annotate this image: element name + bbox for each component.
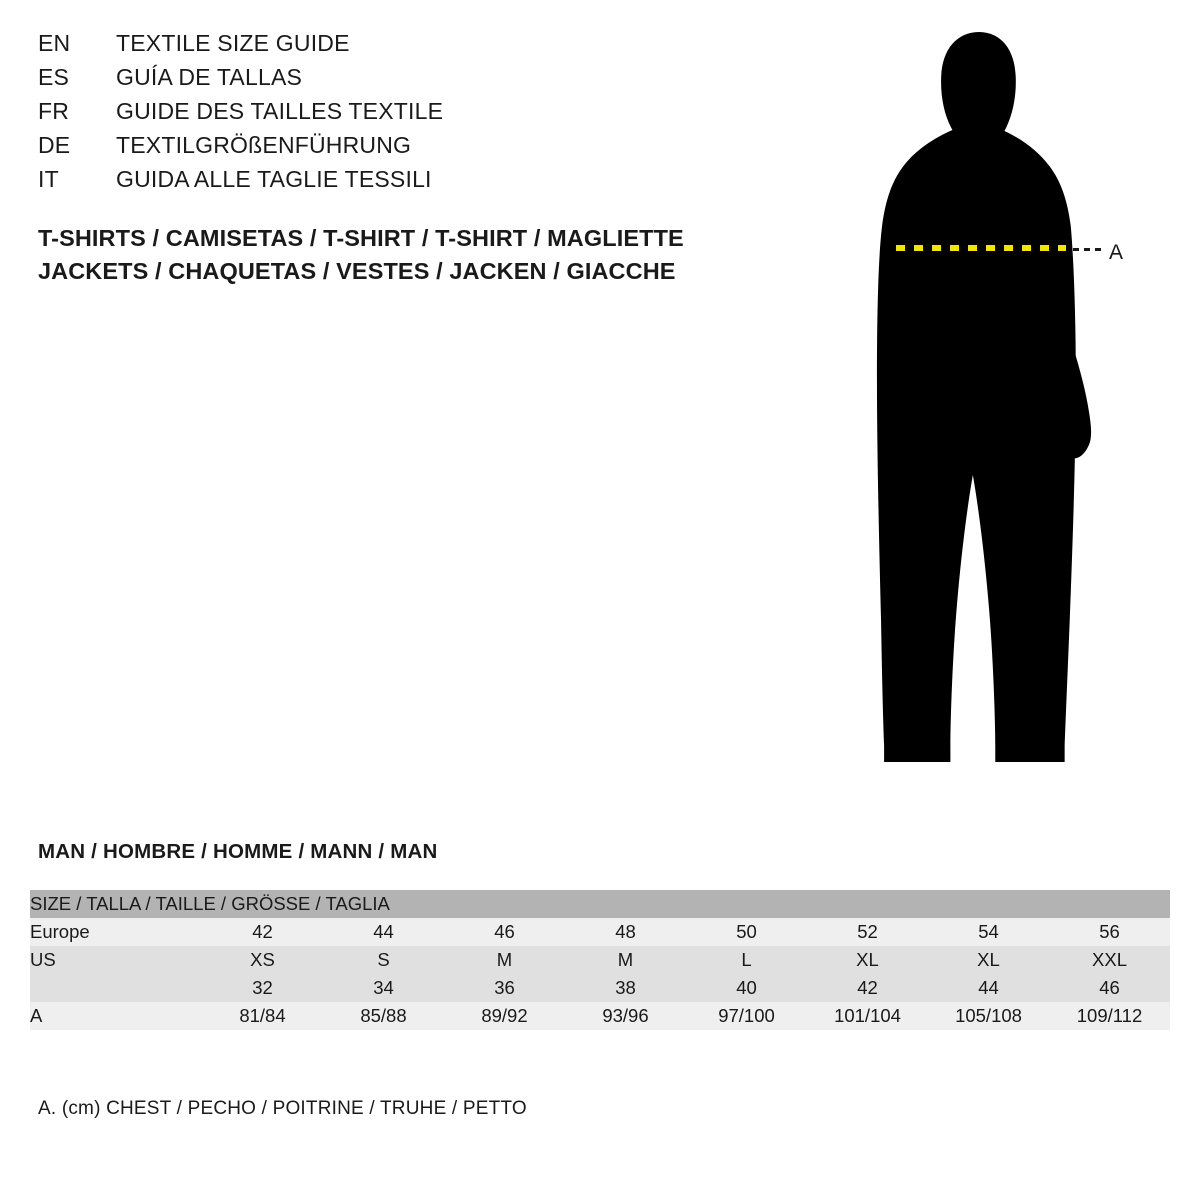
table-cell: 48 <box>565 918 686 946</box>
language-title: GUIDE DES TAILLES TEXTILE <box>116 98 444 124</box>
language-row <box>38 98 738 132</box>
table-cell: XXL <box>1049 946 1170 974</box>
garment-headings <box>38 222 684 288</box>
table-cell: 40 <box>686 974 807 1002</box>
language-row <box>38 30 738 64</box>
table-cell: S <box>323 946 444 974</box>
language-row <box>38 132 738 166</box>
language-title: GUIDA ALLE TAGLIE TESSILI <box>116 166 432 192</box>
table-cell: XS <box>202 946 323 974</box>
footnote-chest: A. (cm) CHEST / PECHO / POITRINE / TRUHE / PETTO <box>38 1098 527 1119</box>
language-row <box>38 64 738 98</box>
table-cell: 97/100 <box>686 1002 807 1030</box>
table-cell: 52 <box>807 918 928 946</box>
table-cell: 32 <box>202 974 323 1002</box>
table-cell: 105/108 <box>928 1002 1049 1030</box>
language-code: EN <box>38 30 71 56</box>
table-row <box>30 918 1170 946</box>
table-cell: 93/96 <box>565 1002 686 1030</box>
measure-leader-line <box>1073 248 1101 251</box>
table-cell: 44 <box>323 918 444 946</box>
language-title: TEXTILGRÖßENFÜHRUNG <box>116 132 412 158</box>
row-label <box>30 974 202 1002</box>
table-cell: 36 <box>444 974 565 1002</box>
language-code: IT <box>38 166 59 192</box>
measure-label-a: A <box>1109 241 1124 264</box>
table-cell: 50 <box>686 918 807 946</box>
table-cell: 38 <box>565 974 686 1002</box>
language-code: FR <box>38 98 70 124</box>
garment-line-tshirts: T-SHIRTS / CAMISETAS / T-SHIRT / T-SHIRT / MAGLIETTE <box>38 225 684 251</box>
table-cell: M <box>565 946 686 974</box>
section-title-man: MAN / HOMBRE / HOMME / MANN / MAN <box>38 840 438 863</box>
size-table <box>30 890 1170 1030</box>
table-cell: 34 <box>323 974 444 1002</box>
table-cell: 54 <box>928 918 1049 946</box>
table-cell: 46 <box>1049 974 1170 1002</box>
table-cell: 46 <box>444 918 565 946</box>
table-cell: 101/104 <box>807 1002 928 1030</box>
body-figure <box>820 20 1180 790</box>
table-cell: M <box>444 946 565 974</box>
table-cell: 85/88 <box>323 1002 444 1030</box>
language-list <box>38 30 738 200</box>
table-cell: 44 <box>928 974 1049 1002</box>
table-cell: 56 <box>1049 918 1170 946</box>
garment-line-jackets: JACKETS / CHAQUETAS / VESTES / JACKEN / GIACCHE <box>38 258 676 284</box>
table-cell: XL <box>928 946 1049 974</box>
male-silhouette-icon <box>820 20 1180 790</box>
table-header-label: SIZE / TALLA / TAILLE / GRÖSSE / TAGLIA <box>30 890 1170 918</box>
language-title: GUÍA DE TALLAS <box>116 64 303 90</box>
row-label: Europe <box>30 918 202 946</box>
table-header-row <box>30 890 1170 918</box>
language-code: DE <box>38 132 71 158</box>
table-row <box>30 946 1170 974</box>
table-cell: 109/112 <box>1049 1002 1170 1030</box>
language-row <box>38 166 738 200</box>
table-cell: 42 <box>202 918 323 946</box>
row-label: A <box>30 1002 202 1030</box>
table-cell: XL <box>807 946 928 974</box>
table-cell: 81/84 <box>202 1002 323 1030</box>
language-code: ES <box>38 64 70 90</box>
table-row <box>30 1002 1170 1030</box>
table-cell: 89/92 <box>444 1002 565 1030</box>
table-cell: 42 <box>807 974 928 1002</box>
row-label: US <box>30 946 202 974</box>
table-row <box>30 974 1170 1002</box>
language-title: TEXTILE SIZE GUIDE <box>116 30 350 56</box>
table-cell: L <box>686 946 807 974</box>
